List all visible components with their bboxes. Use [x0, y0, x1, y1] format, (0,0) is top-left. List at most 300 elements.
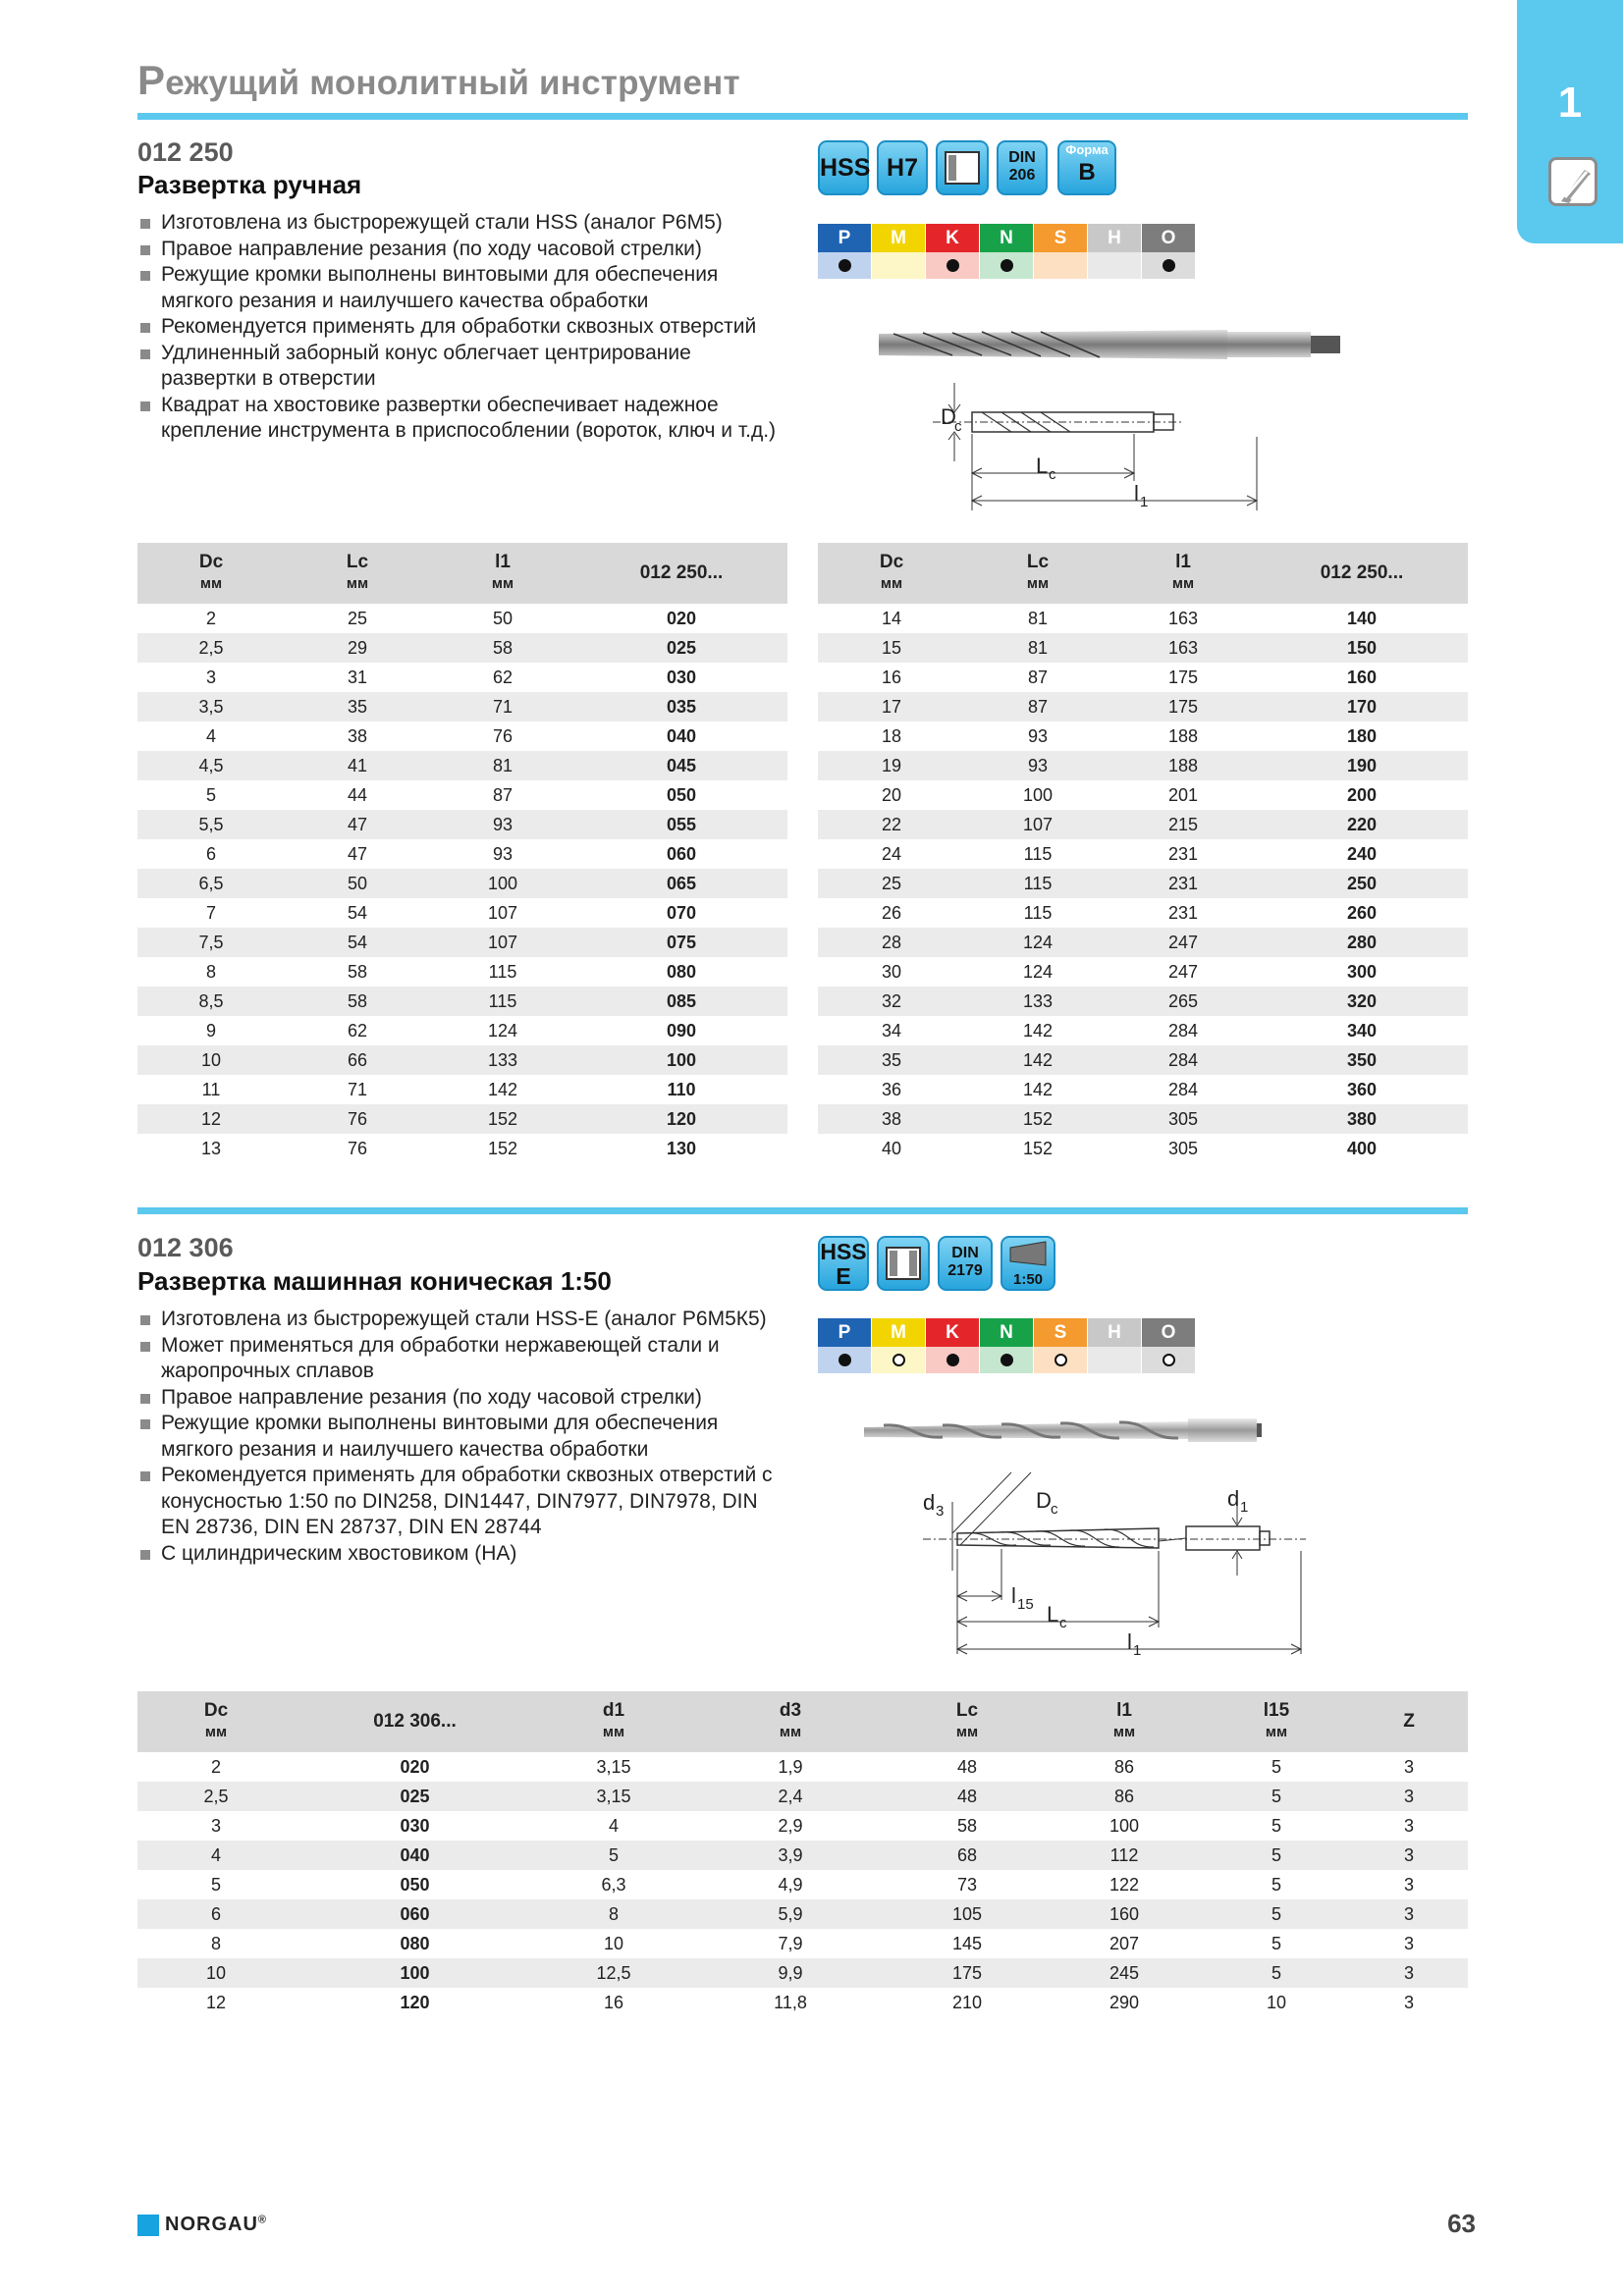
material-s: [1034, 224, 1087, 279]
table-cell: 30: [881, 961, 902, 982]
size-table-left: [137, 543, 787, 1163]
table-cell: 107: [965, 810, 1110, 839]
material-label: N: [980, 224, 1033, 252]
table-cell: 090: [666, 1020, 697, 1041]
taper-badge: 1:50: [1001, 1236, 1055, 1291]
table-row: [137, 898, 787, 928]
h7-badge: H7: [877, 140, 928, 195]
suitable-circle-icon: [1163, 1354, 1175, 1366]
table-cell: 38: [818, 1104, 965, 1134]
feature-list: [137, 1307, 790, 1567]
table-cell: 5: [535, 1841, 692, 1870]
recommended-dot-icon: [1001, 1354, 1013, 1366]
table-row: [137, 1016, 787, 1045]
material-label: K: [926, 1318, 979, 1347]
col-l1: l1 мм: [1110, 543, 1256, 604]
table-row: [137, 1782, 1468, 1811]
table-cell: 81: [430, 751, 575, 780]
table-cell: 175: [1110, 692, 1256, 721]
material-label: K: [926, 224, 979, 252]
material-m: [872, 224, 925, 279]
table-cell: 7: [205, 902, 216, 923]
table-cell: 133: [430, 1045, 575, 1075]
material-label: P: [818, 224, 871, 252]
table-cell: 81: [965, 633, 1110, 663]
table-cell: 240: [1346, 843, 1378, 864]
table-cell: 110: [667, 1079, 696, 1099]
table-row: [818, 633, 1468, 663]
table-cell: 8: [535, 1899, 692, 1929]
material-n: [980, 1318, 1033, 1373]
table-cell: 250: [1256, 869, 1468, 898]
table-cell: 025: [295, 1782, 535, 1811]
table-row: [137, 1899, 1468, 1929]
recommended-dot-icon: [947, 1354, 959, 1366]
material-suitability: [818, 252, 871, 279]
table-cell: 76: [492, 725, 514, 746]
material-label: M: [872, 1318, 925, 1347]
table-cell: 62: [347, 1020, 368, 1041]
table-cell: 207: [1109, 1933, 1140, 1953]
material-label: N: [980, 1318, 1033, 1347]
feature-item: Режущие кромки выполнены винтовыми для обеспечения мягкого резания и наилучшего качества обработки: [137, 1411, 790, 1463]
material-label: S: [1034, 224, 1087, 252]
table-cell: 47: [285, 810, 430, 839]
forma-b-badge: Форма B: [1057, 140, 1116, 195]
table-cell: 58: [285, 987, 430, 1016]
material-suitability: [1088, 1347, 1141, 1373]
table-row: [137, 957, 787, 987]
table-cell: 200: [1346, 784, 1378, 805]
table-cell: 93: [965, 751, 1110, 780]
feature-item: Рекомендуется применять для обработки сквозных отверстий с конусностью 1:50 по DIN258, DIN1447, DIN7977, DIN7978, DIN EN 28736, DIN EN 28737, DIN EN 28744: [137, 1463, 790, 1541]
recommended-dot-icon: [839, 259, 851, 272]
table-cell: 020: [400, 1756, 430, 1777]
table-row: [818, 721, 1468, 751]
table-cell: 085: [575, 987, 787, 1016]
table-cell: 29: [285, 633, 430, 663]
table-cell: 140: [1346, 608, 1378, 628]
material-n: [980, 224, 1033, 279]
table-cell: 4: [137, 1841, 295, 1870]
table-cell: 245: [1046, 1958, 1203, 1988]
table-cell: 38: [347, 725, 368, 746]
col-dc: Dc мм: [818, 543, 965, 604]
table-row: [137, 1958, 1468, 1988]
table-row: [137, 721, 787, 751]
material-label: P: [818, 1318, 871, 1347]
brand-logo: [137, 2214, 267, 2236]
table-cell: 3: [1403, 1933, 1414, 1953]
table-row: [137, 633, 787, 663]
dc-label: D: [941, 404, 956, 429]
table-cell: 10: [137, 1958, 295, 1988]
material-label: H: [1088, 1318, 1141, 1347]
table-cell: 40: [881, 1138, 902, 1158]
recommended-dot-icon: [947, 259, 959, 272]
table-cell: 112: [1046, 1841, 1203, 1870]
table-cell: 12: [137, 1104, 285, 1134]
section-tab[interactable]: [1517, 0, 1623, 243]
table-row: [818, 987, 1468, 1016]
table-row: [137, 780, 787, 810]
table-cell: 290: [1109, 1992, 1140, 2012]
feature-item: Может применяться для обработки нержавеющей стали и жаропрочных сплавов: [137, 1333, 790, 1385]
material-p: [818, 1318, 871, 1373]
table-row: [137, 692, 787, 721]
table-cell: 54: [347, 902, 368, 923]
table-cell: 145: [951, 1933, 983, 1953]
table-cell: 5: [1203, 1958, 1350, 1988]
table-cell: 175: [1167, 667, 1199, 687]
table-row: [137, 751, 787, 780]
suitable-circle-icon: [1055, 1354, 1067, 1366]
table-cell: 16: [603, 1992, 624, 2012]
d1-label: d: [1227, 1486, 1240, 1511]
table-cell: 31: [347, 667, 368, 687]
col-l15: l15 мм: [1203, 1691, 1350, 1752]
table-cell: 300: [1346, 961, 1378, 982]
table-cell: 11,8: [774, 1992, 807, 2012]
col-dc: Dc мм: [137, 1691, 295, 1752]
table-cell: 284: [1167, 1020, 1199, 1041]
table-cell: 030: [666, 667, 697, 687]
feature-item: С цилиндрическим хвостовиком (НА): [137, 1541, 790, 1568]
table-cell: 107: [430, 928, 575, 957]
table-row: [137, 1752, 1468, 1782]
table-cell: 8: [210, 1933, 221, 1953]
table-cell: 58: [956, 1815, 978, 1836]
table-cell: 20: [881, 784, 902, 805]
table-cell: 3: [1403, 1756, 1414, 1777]
material-suitability: [872, 1347, 925, 1373]
page-title: Режущий монолитный инструмент: [137, 57, 740, 103]
d3-label: d: [923, 1490, 936, 1515]
table-cell: 152: [965, 1104, 1110, 1134]
table-cell: 8,5: [137, 987, 285, 1016]
table-cell: 115: [488, 961, 517, 982]
svg-text:c: c: [1049, 466, 1056, 483]
table-row: [137, 928, 787, 957]
table-cell: 360: [1346, 1079, 1378, 1099]
recommended-dot-icon: [1163, 259, 1175, 272]
din-2179-badge: DIN 2179: [938, 1236, 993, 1291]
table-cell: 50: [285, 869, 430, 898]
hss-badge: HSS: [818, 140, 869, 195]
table-cell: 3: [1403, 1992, 1414, 2012]
section-number: 1: [1557, 79, 1583, 127]
table-cell: 120: [575, 1104, 787, 1134]
table-cell: 5: [1203, 1782, 1350, 1811]
table-row: [137, 1104, 787, 1134]
table-cell: 26: [881, 902, 902, 923]
table-cell: 201: [1167, 784, 1199, 805]
table-row: [137, 1134, 787, 1163]
reamer-illustration: [874, 314, 1404, 520]
table-cell: 100: [295, 1958, 535, 1988]
hss-e-badge: HSS E: [818, 1236, 869, 1291]
table-cell: 160: [1346, 667, 1378, 687]
size-table: [137, 1691, 1468, 2017]
table-cell: 100: [575, 1045, 787, 1075]
table-cell: 5: [1271, 1933, 1281, 1953]
table-cell: 3: [205, 667, 216, 687]
col-l1: l1 мм: [430, 543, 575, 604]
table-cell: 4,9: [778, 1874, 803, 1895]
table-cell: 93: [1027, 725, 1049, 746]
table-cell: 175: [889, 1958, 1046, 1988]
table-row: [818, 1075, 1468, 1104]
header-rule: [137, 113, 1468, 120]
table-cell: 080: [666, 961, 697, 982]
table-row: [818, 751, 1468, 780]
table-cell: 2,5: [137, 1782, 295, 1811]
material-label: S: [1034, 1318, 1087, 1347]
table-cell: 25: [818, 869, 965, 898]
material-suitability: [926, 1347, 979, 1373]
table-cell: 81: [1027, 608, 1049, 628]
table-cell: 284: [1167, 1079, 1199, 1099]
table-cell: 142: [965, 1045, 1110, 1075]
table-cell: 3: [1350, 1899, 1468, 1929]
product-code: 012 306: [137, 1233, 234, 1262]
table-cell: 5: [1203, 1899, 1350, 1929]
table-cell: 15: [818, 633, 965, 663]
material-label: O: [1142, 1318, 1195, 1347]
table-cell: 350: [1256, 1045, 1468, 1075]
material-suitability: [1088, 252, 1141, 279]
table-cell: 3: [1403, 1815, 1414, 1836]
table-cell: 5: [1203, 1841, 1350, 1870]
table-cell: 142: [1022, 1079, 1054, 1099]
table-cell: 320: [1256, 987, 1468, 1016]
table-cell: 12,5: [535, 1958, 692, 1988]
table-cell: 152: [1022, 1138, 1054, 1158]
table-cell: 231: [1110, 869, 1256, 898]
table-cell: 8: [205, 961, 216, 982]
table-cell: 13: [200, 1138, 222, 1158]
col-l1: l1 мм: [1046, 1691, 1203, 1752]
table-cell: 190: [1256, 751, 1468, 780]
table-cell: 231: [1167, 843, 1199, 864]
table-cell: 210: [951, 1992, 983, 2012]
table-cell: 28: [818, 928, 965, 957]
section-rule: [137, 1207, 1468, 1214]
table-cell: 18: [881, 725, 902, 746]
col-dc: Dc мм: [137, 543, 285, 604]
brand-square-icon: [137, 2215, 159, 2236]
table-cell: 9: [205, 1020, 216, 1041]
material-suitability: [1034, 252, 1087, 279]
table-cell: 86: [1046, 1782, 1203, 1811]
table-cell: 35: [818, 1045, 965, 1075]
table-cell: 12: [205, 1992, 227, 2012]
table-cell: 220: [1256, 810, 1468, 839]
table-cell: 5: [1271, 1874, 1281, 1895]
table-cell: 58: [430, 633, 575, 663]
table-row: [818, 604, 1468, 633]
table-row: [818, 957, 1468, 987]
table-cell: 305: [1110, 1104, 1256, 1134]
col-lc: Lc мм: [965, 543, 1110, 604]
table-row: [137, 1841, 1468, 1870]
table-cell: 11: [201, 1079, 221, 1099]
table-cell: 3,15: [535, 1782, 692, 1811]
table-cell: 188: [1167, 725, 1199, 746]
table-row: [137, 869, 787, 898]
brand-name: NORGAU®: [165, 2214, 267, 2235]
material-o: [1142, 224, 1195, 279]
table-cell: 150: [1256, 633, 1468, 663]
table-cell: 265: [1110, 987, 1256, 1016]
table-cell: 10: [137, 1045, 285, 1075]
col-order: 012 250...: [1256, 543, 1468, 604]
col-lc: Lc мм: [285, 543, 430, 604]
table-cell: 87: [1027, 667, 1049, 687]
table-cell: 380: [1256, 1104, 1468, 1134]
feature-item: Изготовлена из быстрорежущей стали HSS-E (аналог Р6М5К5): [137, 1307, 790, 1333]
table-cell: 100: [1022, 784, 1054, 805]
table-row: [137, 1045, 787, 1075]
feature-item: Режущие кромки выполнены винтовыми для обеспечения мягкого резания и наилучшего качества обработки: [137, 262, 790, 314]
table-cell: 4,5: [137, 751, 285, 780]
table-cell: 305: [1167, 1138, 1199, 1158]
recommended-dot-icon: [1001, 259, 1013, 272]
material-suitability: [980, 1347, 1033, 1373]
feature-item: Правое направление резания (по ходу часовой стрелки): [137, 237, 790, 263]
table-cell: 73: [956, 1874, 978, 1895]
material-suitability: [1142, 252, 1195, 279]
col-lc: Lc мм: [889, 1691, 1046, 1752]
table-cell: 5: [205, 784, 216, 805]
svg-text:c: c: [1059, 1615, 1067, 1631]
table-row: [818, 692, 1468, 721]
table-cell: 040: [295, 1841, 535, 1870]
table-cell: 66: [285, 1045, 430, 1075]
table-cell: 54: [285, 928, 430, 957]
table-cell: 060: [666, 843, 697, 864]
table-cell: 35: [285, 692, 430, 721]
table-row: [137, 1988, 1468, 2017]
table-cell: 050: [666, 784, 697, 805]
table-cell: 3,5: [137, 692, 285, 721]
table-row: [137, 663, 787, 692]
table-cell: 133: [965, 987, 1110, 1016]
table-row: [137, 810, 787, 839]
table-cell: 71: [347, 1079, 368, 1099]
feature-item: Правое направление резания (по ходу часовой стрелки): [137, 1385, 790, 1412]
table-cell: 107: [487, 902, 518, 923]
table-cell: 115: [1023, 843, 1053, 864]
table-cell: 71: [430, 692, 575, 721]
table-cell: 10: [1266, 1992, 1287, 2012]
table-cell: 4: [205, 725, 216, 746]
table-cell: 32: [818, 987, 965, 1016]
table-cell: 100: [430, 869, 575, 898]
svg-text:c: c: [954, 418, 962, 435]
straight-shank-icon: [936, 140, 989, 195]
table-cell: 035: [575, 692, 787, 721]
material-k: [926, 224, 979, 279]
feature-item: Изготовлена из быстрорежущей стали HSS (аналог Р6М5): [137, 210, 790, 237]
table-row: [818, 780, 1468, 810]
table-cell: 87: [492, 784, 514, 805]
table-cell: 9,9: [692, 1958, 889, 1988]
table-cell: 040: [666, 725, 697, 746]
table-cell: 045: [575, 751, 787, 780]
material-suitability: [818, 1347, 871, 1373]
table-cell: 3,15: [596, 1756, 631, 1777]
table-cell: 2,5: [137, 633, 285, 663]
table-row: [137, 1929, 1468, 1958]
table-cell: 170: [1256, 692, 1468, 721]
col-order: 012 250...: [575, 543, 787, 604]
straight-shank-icon: [877, 1236, 930, 1291]
table-cell: 130: [666, 1138, 697, 1158]
table-cell: 36: [881, 1079, 902, 1099]
table-cell: 16: [881, 667, 902, 687]
table-cell: 080: [400, 1933, 430, 1953]
table-row: [137, 1075, 787, 1104]
table-cell: 152: [430, 1104, 575, 1134]
l1-label: l: [1127, 1629, 1132, 1654]
table-cell: 105: [889, 1899, 1046, 1929]
svg-text:3: 3: [936, 1503, 945, 1520]
material-p: [818, 224, 871, 279]
table-cell: 58: [347, 961, 368, 982]
product-name: Развертка ручная: [137, 170, 362, 199]
drill-bit-icon: [1548, 157, 1597, 206]
table-cell: 14: [881, 608, 902, 628]
table-cell: 7,5: [137, 928, 285, 957]
table-row: [137, 987, 787, 1016]
table-cell: 25: [347, 608, 368, 628]
din-206-badge: DIN 206: [997, 140, 1048, 195]
material-h: [1088, 224, 1141, 279]
table-cell: 142: [1022, 1020, 1054, 1041]
table-cell: 3: [1350, 1782, 1468, 1811]
table-cell: 115: [430, 987, 575, 1016]
material-suitability: [1142, 1347, 1195, 1373]
svg-text:c: c: [1051, 1501, 1058, 1518]
table-cell: 68: [889, 1841, 1046, 1870]
table-cell: 3,9: [692, 1841, 889, 1870]
col-d3: d3 мм: [692, 1691, 889, 1752]
table-cell: 2,9: [778, 1815, 803, 1836]
table-cell: 47: [347, 843, 368, 864]
table-cell: 3: [210, 1815, 221, 1836]
feature-item: Квадрат на хвостовике развертки обеспечивает надежное крепление инструмента в приспособлении (вороток, ключ и т.д.): [137, 393, 790, 445]
table-cell: 2: [205, 608, 216, 628]
dc-label: D: [1036, 1488, 1052, 1513]
size-table-right: [818, 543, 1468, 1163]
table-cell: 2,4: [692, 1782, 889, 1811]
material-suitability: [980, 252, 1033, 279]
taper-reamer-illustration: [854, 1404, 1365, 1659]
table-cell: 62: [492, 667, 514, 687]
lc-label: L: [1047, 1602, 1059, 1627]
col-order: 012 306...: [295, 1691, 535, 1752]
table-cell: 215: [1110, 810, 1256, 839]
feature-list: [137, 210, 790, 445]
material-s: [1034, 1318, 1087, 1373]
table-row: [137, 839, 787, 869]
table-cell: 41: [285, 751, 430, 780]
svg-text:15: 15: [1017, 1596, 1034, 1613]
table-row: [818, 928, 1468, 957]
table-cell: 93: [430, 810, 575, 839]
table-row: [137, 1870, 1468, 1899]
